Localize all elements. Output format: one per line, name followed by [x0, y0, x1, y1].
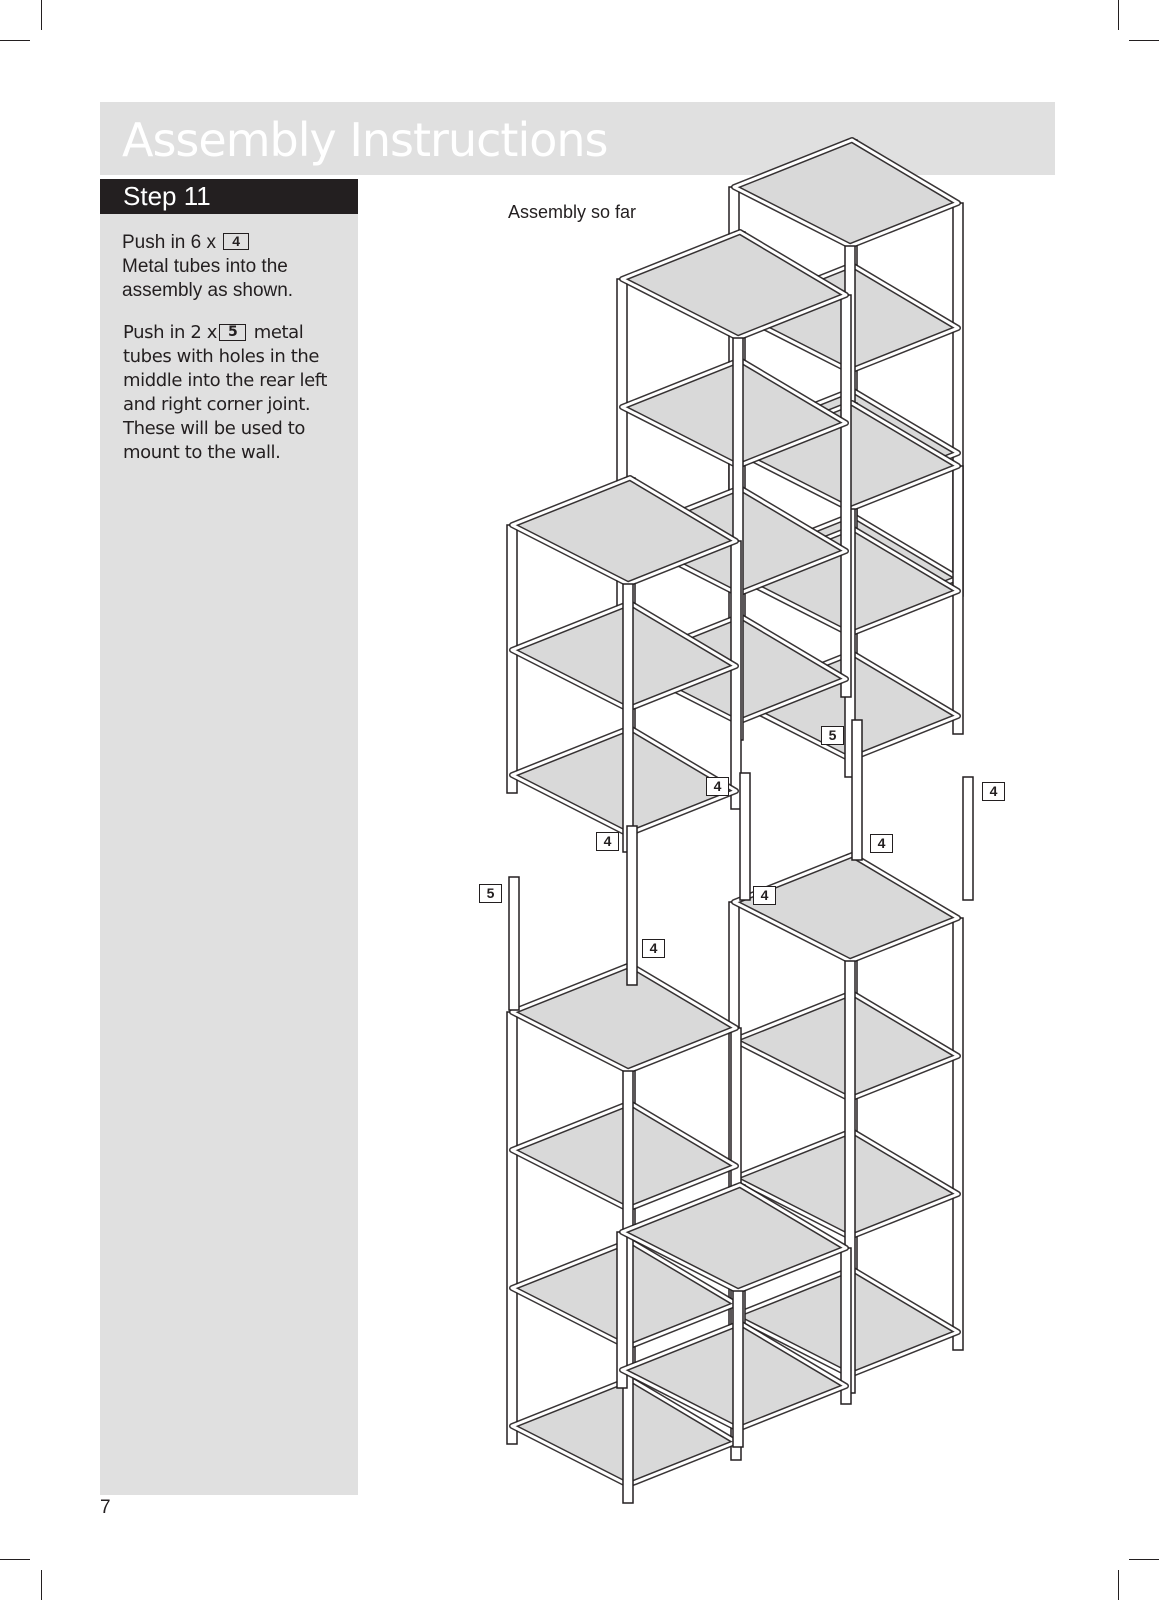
tube: [627, 826, 637, 985]
tube: [507, 1012, 517, 1444]
part-label: 4: [870, 834, 893, 853]
part-label: 4: [753, 886, 776, 905]
part-label: 4: [982, 782, 1005, 801]
instruction-text: Push in 2 x: [123, 322, 218, 343]
tube: [733, 1291, 743, 1447]
part-label: 5: [479, 884, 502, 903]
tube: [953, 466, 963, 734]
part-label: 4: [706, 777, 729, 796]
part-number-badge: 4: [223, 233, 249, 250]
tube: [623, 584, 633, 852]
instruction-text: metal tubes with holes in the middle into the rear left and right corner joint. These will be used to mount to the wall.: [123, 322, 328, 463]
shelf-illustration: [507, 140, 973, 1503]
tube: [507, 525, 517, 793]
shelf-tier: [734, 855, 958, 961]
tube: [953, 918, 963, 1350]
part-label: 4: [596, 832, 619, 851]
instruction-text: Push in 6 x: [122, 232, 216, 253]
part-label: 5: [821, 726, 844, 745]
page-number: 7: [100, 1497, 111, 1518]
step-label: Step 11: [123, 181, 211, 211]
tube: [740, 773, 750, 900]
tube: [509, 877, 519, 1010]
page-title: Assembly Instructions: [122, 113, 608, 167]
tube: [852, 720, 862, 860]
diagram-caption: Assembly so far: [508, 202, 637, 222]
part-label: 4: [642, 939, 665, 958]
tube: [841, 295, 851, 697]
shelf-tier: [734, 140, 958, 246]
shelf-tier: [512, 965, 736, 1071]
instruction-text: Metal tubes into the assembly as shown.: [122, 256, 294, 301]
tube: [731, 541, 741, 809]
tube: [963, 777, 973, 900]
part-number-badge: 5: [219, 324, 246, 341]
tube: [617, 1232, 627, 1388]
